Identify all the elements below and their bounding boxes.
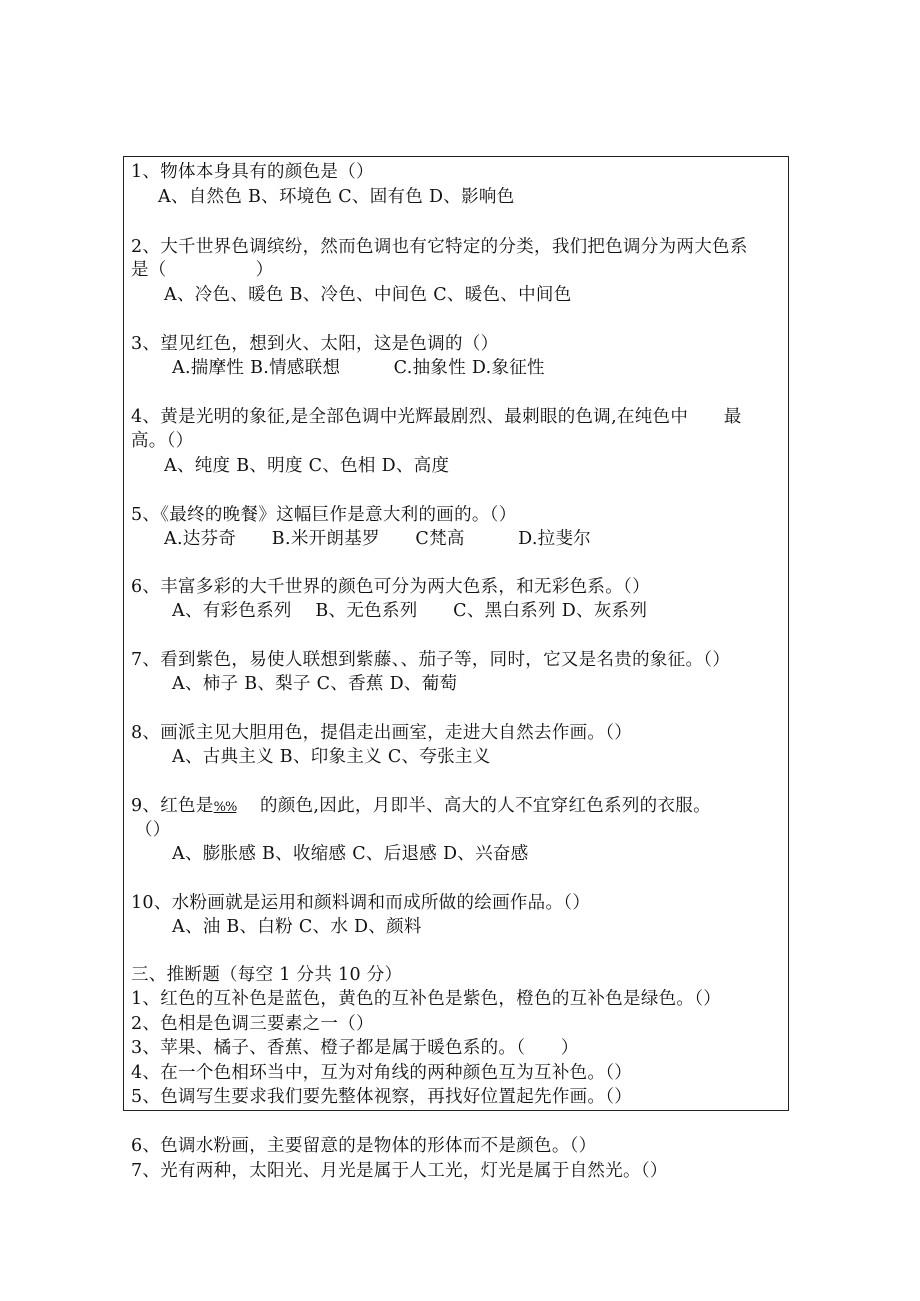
section-3-title: 三、推断题（每空 1 分共 10 分） bbox=[131, 965, 403, 985]
judgment-item-7: 7、光有两种，太阳光、月光是属于人工光，灯光是属于自然光。（） bbox=[131, 1161, 668, 1181]
question-3-options: A.揣摩性 B.情感联想 C.抽象性 D.象征性 bbox=[172, 358, 545, 378]
question-6-stem: 6、丰富多彩的大千世界的颜色可分为两大色系，和无彩色系。（） bbox=[131, 577, 650, 597]
question-2-options: A、冷色、暖色 B、冷色、中间色 C、暖色、中间色 bbox=[164, 285, 572, 305]
question-9-garbled-mark: %% bbox=[213, 800, 237, 815]
question-4-stem-continued: 高。（） bbox=[131, 431, 194, 451]
question-7-options: A、柿子 B、梨子 C、香蕉 D、葡萄 bbox=[172, 674, 458, 694]
question-9-stem-part-c: 的颜色,因此，月即半、高大的人不宜穿红色系列的衣服。 bbox=[236, 796, 711, 816]
question-6-options: A、有彩色系列 B、无色系列 C、黑白系列 D、灰系列 bbox=[172, 601, 648, 621]
question-10-stem: 10、水粉画就是运用和颜料调和而成所做的绘画作品。（） bbox=[131, 893, 591, 913]
judgment-item-4: 4、在一个色相环当中，互为对角线的两种颜色互为互补色。（） bbox=[131, 1063, 633, 1083]
question-9-stem bbox=[131, 795, 711, 819]
question-10-options: A、油 B、白粉 C、水 D、颜料 bbox=[172, 917, 422, 937]
question-1-options: A、自然色 B、环境色 C、固有色 D、影响色 bbox=[158, 187, 515, 207]
question-9-stem-part-a: 9、红色是 bbox=[131, 796, 214, 816]
question-1-stem: 1、物体本身具有的颜色是（） bbox=[131, 162, 374, 182]
question-2-stem: 2、大千世界色调缤纷，然而色调也有它特定的分类，我们把色调分为两大色系 bbox=[131, 237, 748, 257]
question-8-stem: 8、画派主见大胆用色，提倡走出画室，走进大自然去作画。（） bbox=[131, 723, 633, 743]
judgment-item-3: 3、苹果、橘子、香蕉、橙子都是属于暖色系的。（ ） bbox=[131, 1038, 579, 1058]
judgment-item-1: 1、红色的互补色是蓝色，黄色的互补色是紫色，橙色的互补色是绿色。（） bbox=[131, 989, 722, 1009]
question-8-options: A、古典主义 B、印象主义 C、夸张主义 bbox=[172, 747, 491, 767]
question-9-options: A、膨胀感 B、收缩感 C、后退感 D、兴奋感 bbox=[172, 844, 529, 864]
question-5-stem: 5、《最终的晚餐》这幅巨作是意大利的画的。（） bbox=[131, 505, 517, 525]
judgment-item-6: 6、色调水粉画，主要留意的是物体的形体而不是颜色。（） bbox=[131, 1136, 597, 1156]
question-3-stem: 3、望见红色，想到火、太阳，这是色调的（） bbox=[131, 334, 499, 354]
judgment-item-2: 2、色相是色调三要素之一（） bbox=[131, 1014, 374, 1034]
question-9-stem-continued: （） bbox=[135, 820, 171, 840]
question-4-options: A、纯度 B、明度 C、色相 D、高度 bbox=[164, 456, 450, 476]
question-4-stem: 4、黄是光明的象征,是全部色调中光辉最剧烈、最刺眼的色调,在纯色中 最 bbox=[131, 407, 742, 427]
question-5-options: A.达芬奇 B.米开朗基罗 C梵高 D.拉斐尔 bbox=[164, 529, 592, 549]
question-2-stem-continued: 是（ ） bbox=[131, 260, 274, 280]
judgment-item-5: 5、色调写生要求我们要先整体视察，再找好位置起先作画。（） bbox=[131, 1087, 633, 1107]
question-7-stem: 7、看到紫色，易使人联想到紫藤、、茄子等，同时，它又是名贵的象征。（） bbox=[131, 650, 731, 670]
